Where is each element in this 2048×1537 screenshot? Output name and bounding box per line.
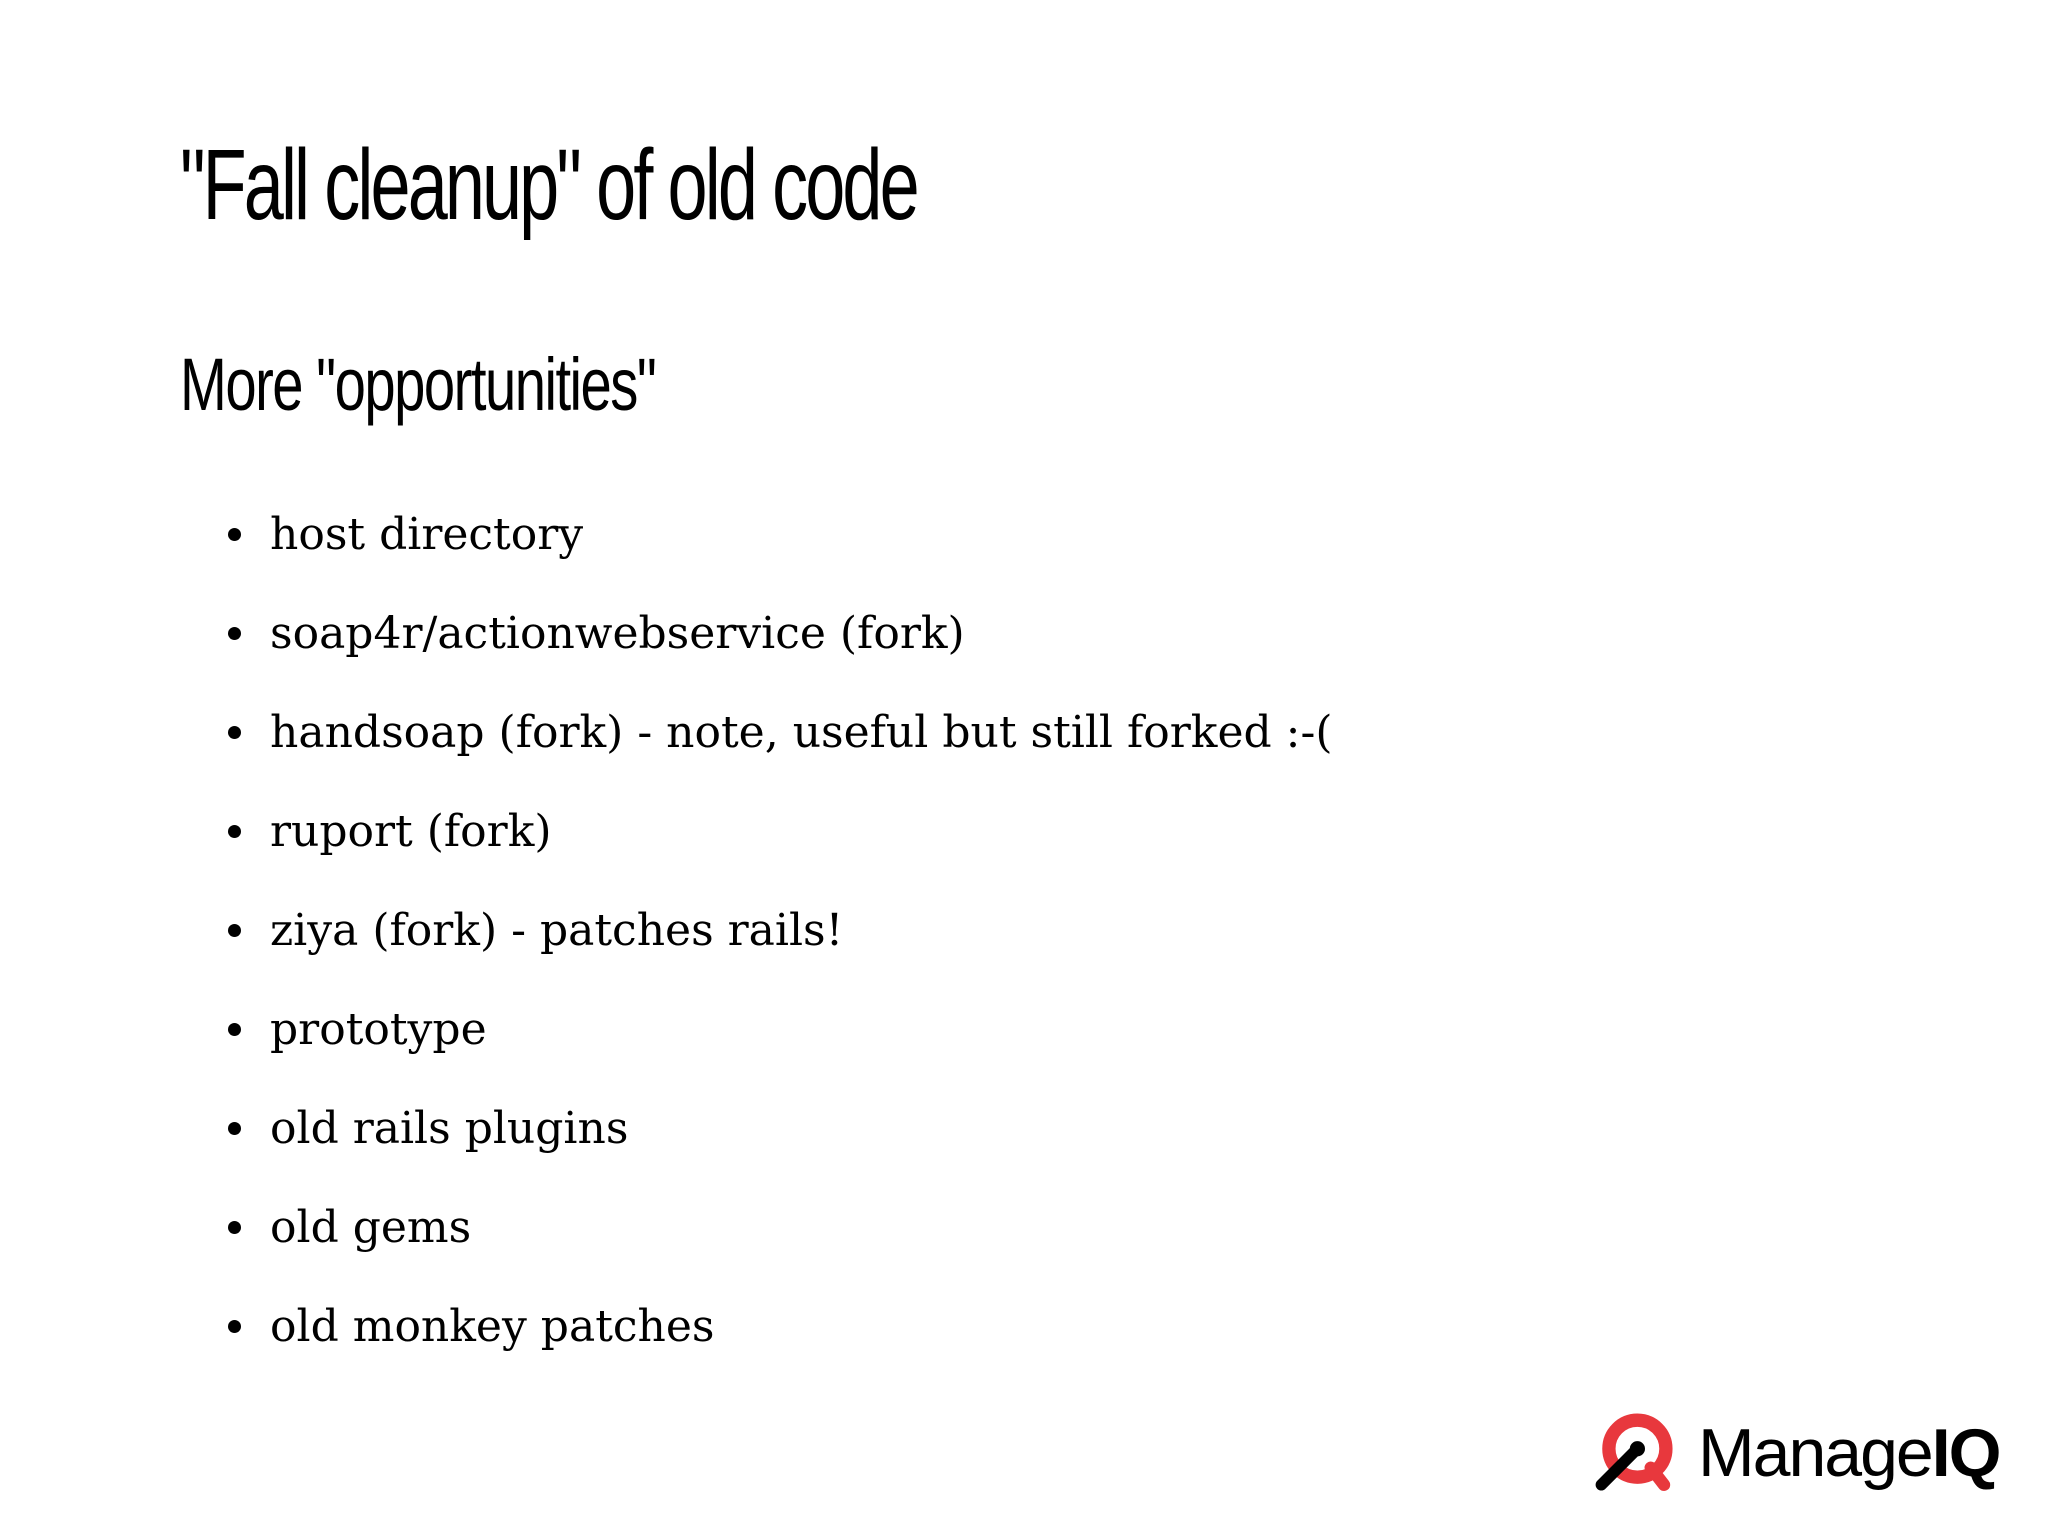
logo-text-manage: Manage	[1698, 1415, 1932, 1491]
list-item	[270, 1198, 1333, 1297]
list-item	[270, 1000, 1333, 1099]
list-item-text: ziya (fork) - patches rails!	[270, 905, 844, 956]
manageiq-magnifier-icon	[1588, 1405, 1683, 1500]
list-item-text: old monkey patches	[270, 1301, 715, 1352]
bullet-icon	[228, 528, 241, 541]
list-item	[270, 901, 1333, 1000]
slide-title: "Fall cleanup" of old code	[180, 129, 917, 241]
bullet-icon	[228, 1023, 241, 1036]
manageiq-logo	[1588, 1405, 2008, 1500]
list-item	[270, 703, 1333, 802]
bullet-icon	[228, 627, 241, 640]
list-item	[270, 505, 1333, 604]
list-item-text: ruport (fork)	[270, 806, 552, 857]
bullet-icon	[228, 1122, 241, 1135]
logo-wordmark	[1698, 1413, 2000, 1493]
list-item	[270, 604, 1333, 703]
bullet-icon	[228, 726, 241, 739]
logo-text-iq: IQ	[1931, 1415, 2000, 1491]
slide-subtitle: More "opportunities"	[180, 343, 656, 426]
list-item-text: prototype	[270, 1004, 487, 1055]
list-item	[270, 1297, 1333, 1396]
bullet-icon	[228, 1221, 241, 1234]
list-item	[270, 802, 1333, 901]
list-item-text: handsoap (fork) - note, useful but still forked :-(	[270, 707, 1333, 758]
list-item-text: host directory	[270, 509, 584, 560]
list-item-text: old rails plugins	[270, 1103, 629, 1154]
bullet-list	[270, 505, 1333, 1396]
bullet-icon	[228, 1320, 241, 1333]
bullet-icon	[228, 924, 241, 937]
list-item-text: soap4r/actionwebservice (fork)	[270, 608, 965, 659]
list-item	[270, 1099, 1333, 1198]
list-item-text: old gems	[270, 1202, 472, 1253]
bullet-icon	[228, 825, 241, 838]
